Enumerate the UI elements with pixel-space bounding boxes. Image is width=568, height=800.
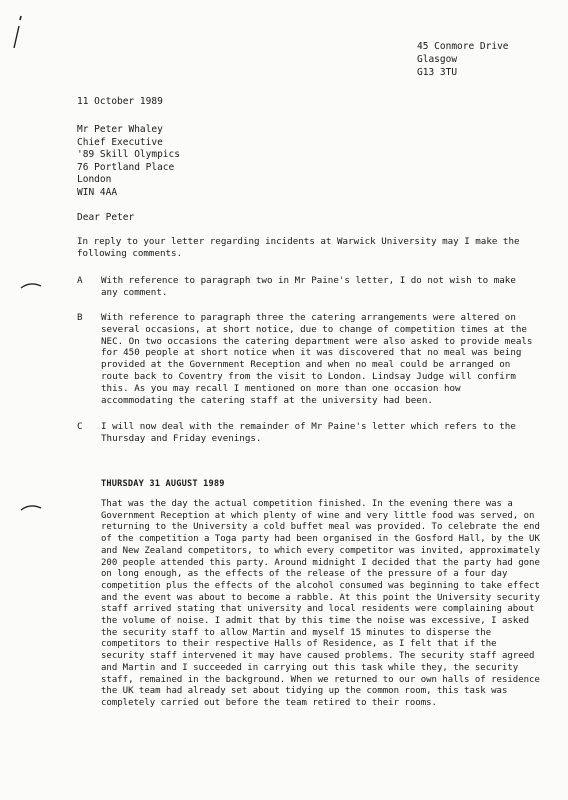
item-text: With reference to paragraph three the catering arrangements were altered on several occasions, at short notice, due to change of competition times at the NEC. On two occasions the catering department were also asked to provide meals for 450 people at short notice when it was discovered that no meal was being provided at the Government Reception and when no meal could be arranged on route back to Coventry from the visit to London. Lindsay Judge will confirm this. As you may recall I mentioned on more than one occasion how accommodating the catering staff at the university had been. [101, 312, 533, 406]
list-item [77, 275, 537, 299]
recipient-address [77, 124, 180, 199]
pen-mark [8, 14, 28, 54]
letter-date: 11 October 1989 [77, 96, 163, 107]
margin-mark [20, 280, 42, 290]
address-line: G13 3TU [417, 67, 458, 78]
address-line: 45 Conmore Drive [417, 41, 509, 52]
recipient-line: 76 Portland Place [77, 161, 175, 173]
recipient-line: London [77, 174, 112, 185]
item-text: I will now deal with the remainder of Mr Paine's letter which refers to the Thursday and Friday evenings. [101, 421, 516, 444]
recipient-line: WIN 4AA [77, 186, 118, 198]
item-letter: C [77, 421, 83, 432]
margin-mark [20, 502, 42, 512]
recipient-line: '89 Skill Olympics [77, 149, 180, 160]
recipient-line: Chief Executive [77, 136, 163, 148]
section-heading: THURSDAY 31 AUGUST 1989 [101, 479, 225, 489]
address-line: Glasgow [417, 54, 458, 65]
item-text: With reference to paragraph two in Mr Paine's letter, I do not wish to make any comment. [101, 275, 516, 298]
list-item [77, 421, 537, 445]
list-item [77, 312, 537, 406]
salutation: Dear Peter [77, 212, 135, 223]
item-letter: A [77, 275, 83, 286]
intro-paragraph: In reply to your letter regarding incidents at Warwick University may I make the following comments. [77, 236, 520, 259]
sender-address [417, 40, 509, 79]
recipient-line: Mr Peter Whaley [77, 124, 163, 135]
section-body: That was the day the actual competition finished. In the evening there was a Government Reception at which plenty of wine and very little food was served, on returning to the University a cold buffet meal was provided. To celebrate the end of the competition a Toga party had been organised in the Gosford Hall, by the UK and New Zealand competitors, to which every competitor was invited, approximately 200 people attended this party. Around midnight I decided that the party had gone on long enough, as the effects of the release of the pressure of a four day competition plus the effects of the alcohol consumed was beginning to take effect and the event was about to become a rabble. At this point the University security staff arrived stating that university and local residents were complaining about the volume of noise. I admit that by this time the noise was excessive, I asked the security staff to allow Martin and myself 15 minutes to disperse the competitors to their respective Halls of Residence, as I felt that if the security staff intervened it may have caused problems. The security staff agreed and Martin and I succeeded in carrying out this task while they, the security staff, remained in the background. When we returned to our own halls of residence the UK team had already set about tidying up the common room, this task was completely carried out before the team retired to their rooms. [101, 499, 540, 708]
item-letter: B [77, 312, 83, 323]
